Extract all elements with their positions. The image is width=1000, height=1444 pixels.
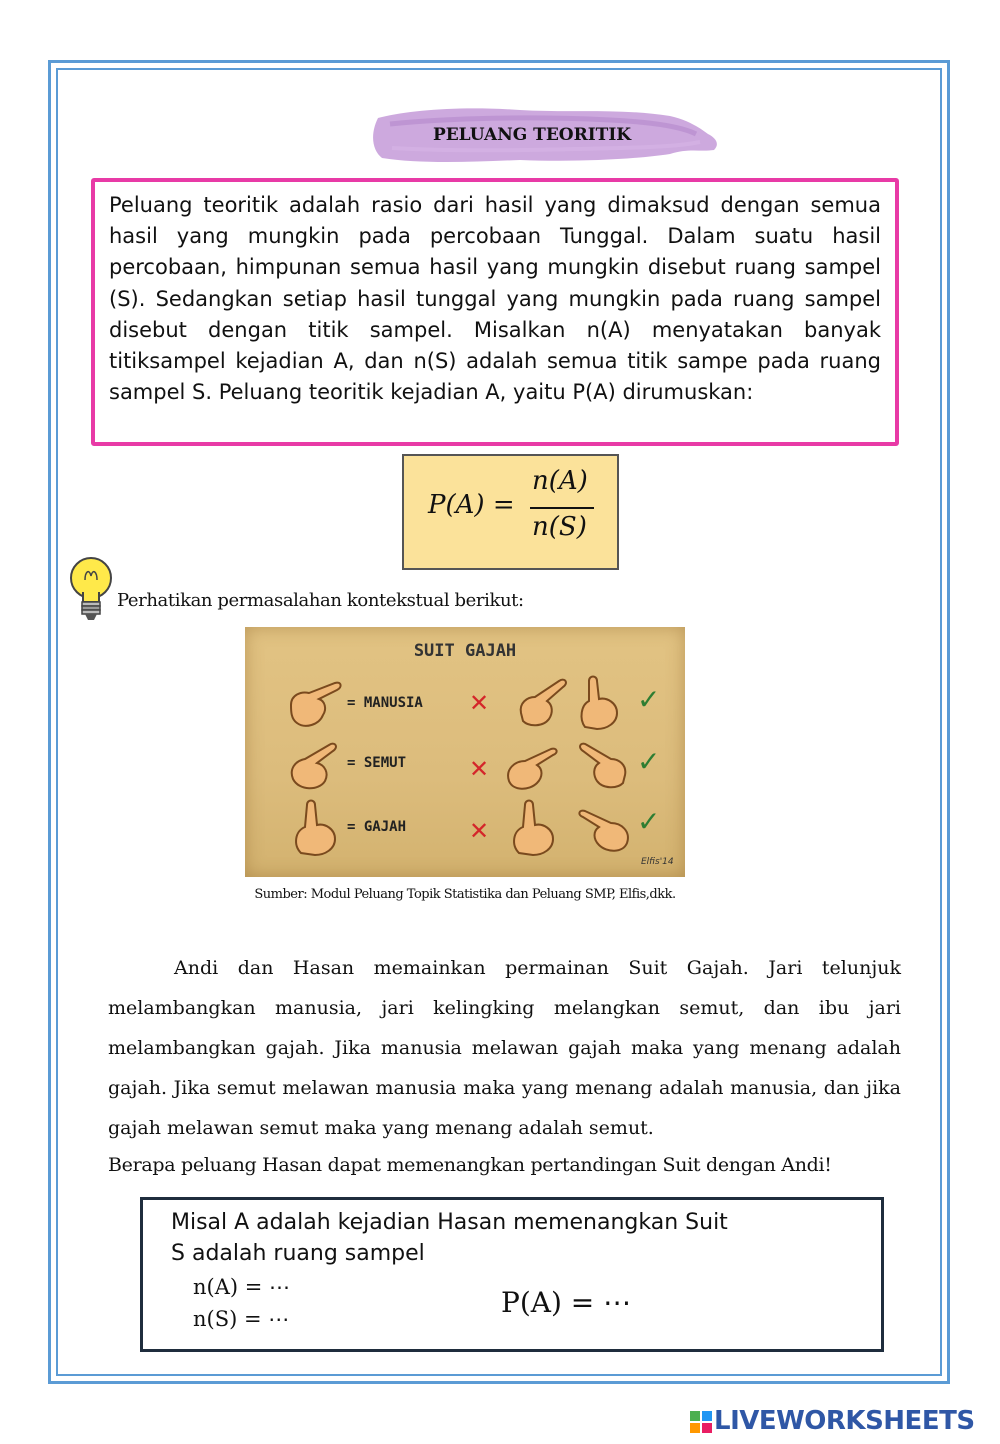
cross-icon: ✕: [469, 689, 490, 717]
check-icon: ✓: [637, 745, 661, 778]
fraction-bar: [530, 507, 594, 509]
row-label-gajah: = GAJAH: [347, 819, 407, 835]
brand-mark-icon: [690, 1411, 712, 1433]
page-title: PELUANG TEORITIK: [432, 125, 632, 145]
answer-line-1: Misal A adalah kejadian Hasan memenangkan Suit: [171, 1210, 728, 1235]
definition-box: [91, 178, 899, 446]
answer-nA-field[interactable]: n(A) = ⋯: [193, 1275, 291, 1299]
index-finger-hand-icon: [575, 735, 633, 793]
brand-name: LIVEWORKSHEETS: [714, 1406, 975, 1436]
formula-lhs: P(A) =: [428, 490, 515, 520]
pinky-finger-hand-icon: [503, 735, 563, 793]
question-text: Berapa peluang Hasan dapat memenangkan pertandingan Suit dengan Andi!: [108, 1154, 832, 1176]
answer-nS-field[interactable]: n(S) = ⋯: [193, 1307, 290, 1331]
pinky-finger-hand-icon: [285, 735, 345, 793]
liveworksheets-logo: [690, 1404, 990, 1438]
thumb-up-hand-icon: [571, 673, 629, 731]
thumb-up-hand-icon: [507, 797, 563, 857]
index-finger-hand-icon: [285, 675, 343, 731]
answer-pA-field[interactable]: P(A) = ⋯: [501, 1286, 632, 1319]
answer-line-2: S adalah ruang sampel: [171, 1241, 425, 1266]
illustration-signature: Elfis'14: [641, 857, 674, 867]
story-paragraph: [108, 948, 901, 1148]
answer-box: [140, 1197, 884, 1352]
story-text: Andi dan Hasan memainkan permainan Suit Gajah. Jari telunjuk melambangkan manusia, jari kelingking melangkan semut, dan ibu jari melambangkan gajah. Jika manusia melawan gajah maka yang menang adalah gajah. Jika semut melawan manusia maka yang menang adalah manusia, dan jika gajah melawan semut maka yang menang adalah semut.: [108, 957, 901, 1139]
cross-icon: ✕: [469, 817, 490, 845]
check-icon: ✓: [637, 805, 661, 838]
formula-numerator: n(A): [532, 466, 588, 496]
row-label-manusia: = MANUSIA: [347, 695, 423, 711]
check-icon: ✓: [637, 683, 661, 716]
pinky-finger-hand-icon: [573, 797, 633, 857]
suit-gajah-illustration: [245, 627, 685, 877]
definition-text: Peluang teoritik adalah rasio dari hasil yang dimaksud dengan semua hasil yang mungkin pada percobaan Tunggal. Dalam suatu hasil percobaan, himpunan semua hasil yang mungkin disebut ruang sampel (S). Sedangkan setiap hasil tunggal yang mungkin pada ruang sampel disebut dengan titik sampel. Misalkan n(A) menyatakan banyak titiksampel kejadian A, dan n(S) adalah semua titik sampe pada ruang sampel S. Peluang teoritik kejadian A, yaitu P(A) dirumuskan:: [109, 193, 881, 405]
lightbulb-icon: [68, 556, 114, 624]
cross-icon: ✕: [469, 755, 490, 783]
row-label-semut: = SEMUT: [347, 755, 407, 771]
illustration-heading: SUIT GAJAH: [413, 641, 517, 661]
index-finger-hand-icon: [513, 673, 571, 731]
thumb-up-hand-icon: [287, 797, 345, 857]
image-source-caption: Sumber: Modul Peluang Topik Statistika dan Peluang SMP, Elfis,dkk.: [254, 887, 676, 902]
formula-box: [402, 454, 619, 570]
title-banner: [370, 104, 720, 166]
formula-denominator: n(S): [532, 512, 587, 542]
intro-text: Perhatikan permasalahan kontekstual berikut:: [117, 590, 524, 611]
